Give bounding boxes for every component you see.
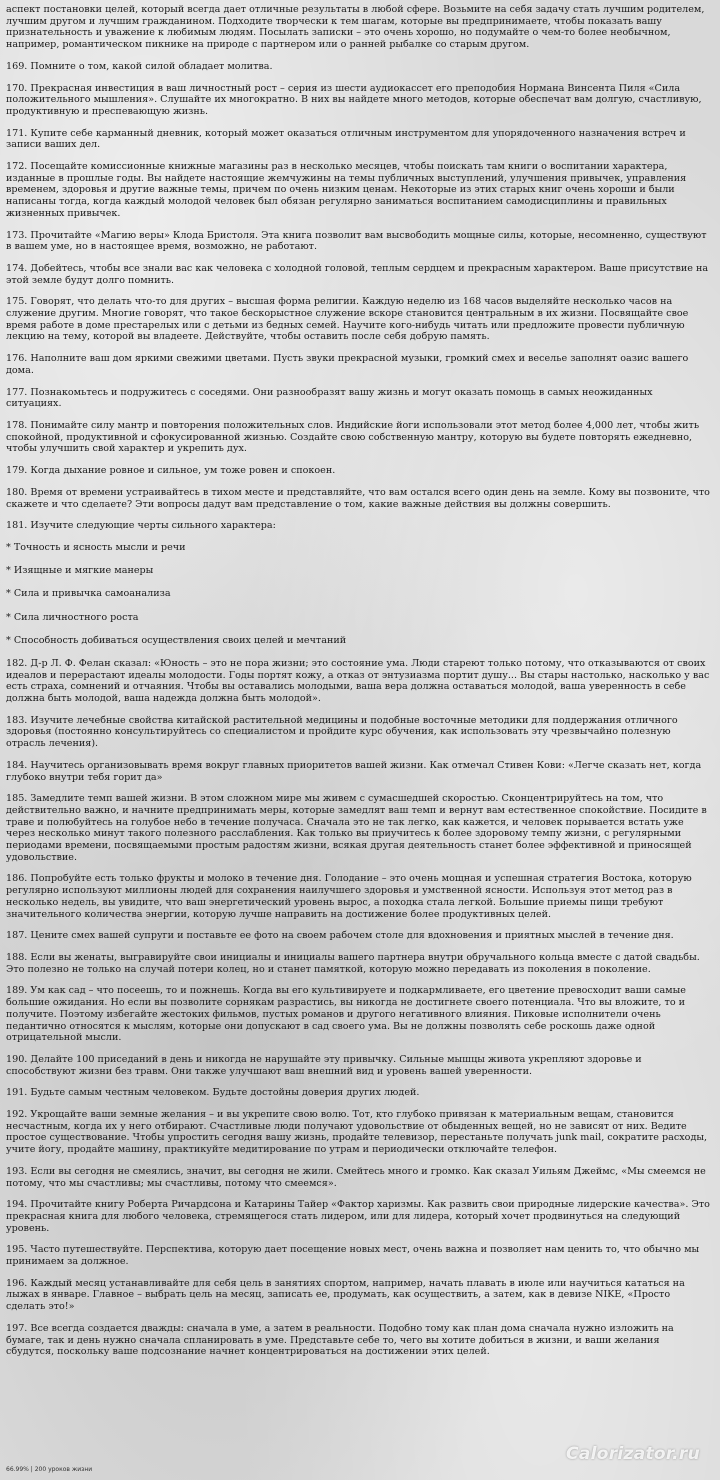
paragraph-188: 188. Если вы женаты, выгравируйте свои инициалы и инициалы вашего партнера внутри обручального кольца вместе с датой свадьбы. Это полезно не только на случай потери колец, но и станет памяткой, которую можно передавать из поколения в поколение. <box>6 951 700 975</box>
paragraph-186: 186. Попробуйте есть только фрукты и молоко в течение дня. Голодание – это очень мощная и успешная стратегия Востока, которую регулярно используют миллионы людей для сохранения наилучшего здоровья и умственной ясности. Используя этот метод раз в несколько недель, вы увидите, что ваш энергетический уровень вырос, а походка стала легкой. Большие приемы пищи требуют значительного количества энергии, которую лучше направить на достижение более продуктивных целей. <box>6 873 692 920</box>
paragraph-174: 174. Добейтесь, чтобы все знали вас как человека с холодной головой, теплым сердцем и прекрасным характером. Ваше присутствие на этой земле будут долго помнить. <box>6 262 709 286</box>
paragraph-176: 176. Наполните ваш дом яркими свежими цветами. Пусть звуки прекрасной музыки, громкий смех и веселье заполнят оазис вашего дома. <box>6 353 689 376</box>
paragraph-191: 191. Будьте самым честным человеком. Будьте достойны доверия других людей. <box>6 1087 420 1099</box>
paragraph-190: 190. Делайте 100 приседаний в день и никогда не нарушайте эту привычку. Сильные мышцы живота укрепляют здоровье и способствуют жизни без травм. Они также улучшают ваш внешний вид и уровень вашей уверенности. <box>6 1053 642 1077</box>
bullet-item: * Точность и ясность мысли и речи <box>6 541 186 553</box>
paragraph-183: 183. Изучите лечебные свойства китайской растительной медицины и подобные восточные методики для поддержания отличного здоровья (постоянно консультируйтесь со специалистом и пройдите курс обучения, как использовать эту чрезвычайно полезную отрасль лечения). <box>6 714 678 750</box>
bullet-item: * Сила и привычка самоанализа <box>6 588 171 600</box>
paragraph-189: 189. Ум как сад – что посеешь, то и пожнешь. Когда вы его культивируете и подкармливаете, его цветение превосходит ваши самые большие ожидания. Но если вы позволите сорнякам разрастись, вы никогда не достигнете своего потенциала. Что вы вложите, то и получите. Поэтому избегайте жестоких фильмов, пустых романов и другого негативного влияния. Пиковые исполнители очень педантично относятся к мыслям, которые они допускают в сад своего ума. Вы не должны позволять себе роскошь даже одной отрицательной мысли. <box>6 985 686 1044</box>
paragraph-171: 171. Купите себе карманный дневник, который может оказаться отличным инструментом для упорядоченного назначения встреч и записи ваших дел. <box>6 127 686 151</box>
paragraph-175: 175. Говорят, что делать что-то для других – высшая форма религии. Каждую неделю из 168 часов выделяйте несколько часов на служение другим. Многие говорят, что такое бескорыстное служение вскоре становится центральным в их жизни. Посвящайте свое время работе в доме престарелых или с детьми из бедных семей. Научите кого-нибудь читать или предложите провести публичную лекцию на тему, которой вы владеете. Действуйте, чтобы оставить после себя добрую память. <box>6 296 689 343</box>
paragraph-187: 187. Цените смех вашей супруги и поставьте ее фото на своем рабочем столе для вдохновения и приятных мыслей в течение дня. <box>6 930 674 942</box>
paragraph-179: 179. Когда дыхание ровное и сильное, ум тоже ровен и спокоен. <box>6 465 336 477</box>
paragraph-intro: аспект постановки целей, который всегда дает отличные результаты в любой сфере. Возьмите на себя задачу стать лучшим родителем, лучшим другом и лучшим гражданином. Подходите творчески к тем шагам, которые вы предпринимаете, чтобы показать вашу признательность и уважение к любимым людям. Посылать записки – это очень хорошо, но подумайте о чем-то более необычном, например, романтическом пикнике на природе с партнером или о ранней рыбалке со старым другом. <box>6 4 705 51</box>
paragraph-194: 194. Прочитайте книгу Роберта Ричардсона и Катарины Тайер «Фактор харизмы. Как развить свои природные лидерские качества». Это прекрасная книга для любого человека, стремящегося стать лидером, или для лидера, который хочет продвинуться на следующий уровень. <box>6 1199 710 1234</box>
paragraph-173: 173. Прочитайте «Магию веры» Клода Бристоля. Эта книга позволит вам высвободить мощные силы, которые, несомненно, существуют в вашем уме, но в настоящее время, возможно, не работают. <box>6 229 707 253</box>
paragraph-182: 182. Д-р Л. Ф. Фелан сказал: «Юность – это не пора жизни; это состояние ума. Люди стареют только потому, что отказываются от своих идеалов и перерастают идеалы молодости. Годы портят кожу, а отказ от энтузиазма портит душу... Вы стары настолько, насколько у вас есть страха, сомнений и отчаяния. Чтобы вы оставались молодыми, ваша вера должна оставаться молодой, ваша уверенность в себе должна быть молодой, ваша надежда должна быть молодой». <box>6 657 710 705</box>
bullet-item: * Изящные и мягкие манеры <box>6 565 154 577</box>
bullet-item: * Способность добиваться осуществления своих целей и мечтаний <box>6 634 347 646</box>
paragraph-195: 195. Часто путешествуйте. Перспектива, которую дает посещение новых мест, очень важна и позволяет нам ценить то, что обычно мы принимаем за должное. <box>6 1244 700 1268</box>
paragraph-177: 177. Познакомьтесь и подружитесь с соседями. Они разнообразят вашу жизнь и могут оказать помощь в самых неожиданных ситуациях. <box>6 386 653 410</box>
site-watermark: Calorizator.ru <box>566 1444 700 1464</box>
paragraph-170: 170. Прекрасная инвестиция в ваш личностный рост – серия из шести аудиокассет его преподобия Нормана Винсента Пиля «Сила положительного мышления». Слушайте их многократно. В них вы найдете много методов, которые обеспечат вам долгую, счастливую, продуктивную и преспевающую жизнь. <box>6 82 702 117</box>
paragraph-184: 184. Научитесь организовывать время вокруг главных приоритетов вашей жизни. Как отмечал Стивен Кови: «Легче сказать нет, когда глубоко внутри тебя горит да» <box>6 759 702 783</box>
paragraph-169: 169. Помните о том, какой силой обладает молитва. <box>6 60 273 72</box>
paragraph-178: 178. Понимайте силу мантр и повторения положительных слов. Индийские йоги использовали этот метод более 4,000 лет, чтобы жить спокойной, продуктивной и сфокусированной жизнью. Создайте свою собственную мантру, которую вы будете повторять ежедневно, чтобы улучшить свой характер и укрепить дух. <box>6 419 700 455</box>
paragraph-185: 185. Замедлите темп вашей жизни. В этом сложном мире мы живем с сумасшедшей скоростью. Сконцентрируйтесь на том, что действительно важно, и начните предпринимать меры, которые замедлят ваш темп и вернут вам естественное спокойствие. Посидите в траве и полюбуйтесь на голубое небо в течение получаса. Сначала это не так легко, как кажется, и человек порывается встать уже через несколько минут такого полезного расслабления. Как только вы приучитесь к более здоровому темпу жизни, с регулярными периодами времени, посвящаемыми простым радостям жизни, всякая другая деятельность станет более эффективной и приносящей удовольствие. <box>6 793 707 863</box>
paragraph-193: 193. Если вы сегодня не смеялись, значит, вы сегодня не жили. Смейтесь много и громко. Как сказал Уильям Джеймс, «Мы смеемся не потому, что мы счастливы; мы счастливы, потому что смеемся». <box>6 1165 706 1189</box>
paragraph-180: 180. Время от времени устраивайтесь в тихом месте и представляйте, что вам остался всего один день на земле. Кому вы позвоните, что скажете и что сделаете? Эти вопросы дадут вам представление о том, какие важные действия вы должны совершить. <box>6 486 710 510</box>
paragraph-197: 197. Все всегда создается дважды: сначала в уме, а затем в реальности. Подобно тому как план дома сначала нужно изложить на бумаге, так и день нужно сначала спланировать в уме. Представьте себе то, чего вы хотите добиться в жизни, и ваши желания сбудутся, поскольку ваше подсознание начнет концентрироваться на достижении этих целей. <box>6 1322 674 1358</box>
paragraph-192: 192. Укрощайте ваши земные желания – и вы укрепите свою волю. Тот, кто глубоко привязан к материальным вещам, становится несчастным, когда их у него отбирают. Счастливые люди получают удовольствие от обыденных вещей, но не зависят от них. Ведите простое существование. Чтобы упростить сегодня вашу жизнь, продайте телевизор, перестаньте получать junk mail, сократите расходы, учите йогу, продайте машину, практикуйте медитирование по утрам и периодически отключайте телефон. <box>6 1109 708 1156</box>
paragraph-181: 181. Изучите следующие черты сильного характера: <box>6 520 276 532</box>
paragraph-172: 172. Посещайте комиссионные книжные магазины раз в несколько месяцев, чтобы поискать там книги о воспитании характера, изданные в прошлые годы. Вы найдете настоящие жемчужины на темы публичных выступлений, улучшения привычек, управления временем, здоровья и другие важные темы, причем по очень низким ценам. Некоторые из этих старых книг очень хороши и были написаны тогда, когда каждый молодой человек был обязан регулярно заниматься воспитанием самодисциплины и правильных жизненных привычек. <box>6 161 687 219</box>
page-footer: 66.99% | 200 уроков жизни <box>6 1466 93 1473</box>
paragraph-196: 196. Каждый месяц устанавливайте для себя цель в занятиях спортом, например, начать плавать в июле или научиться кататься на лыжах в январе. Главное – выбрать цель на месяц, записать ее, продумать, как осуществить, а затем, как в девизе NIKE, «Просто сделать это!» <box>6 1277 685 1313</box>
bullet-item: * Сила личностного роста <box>6 611 139 623</box>
